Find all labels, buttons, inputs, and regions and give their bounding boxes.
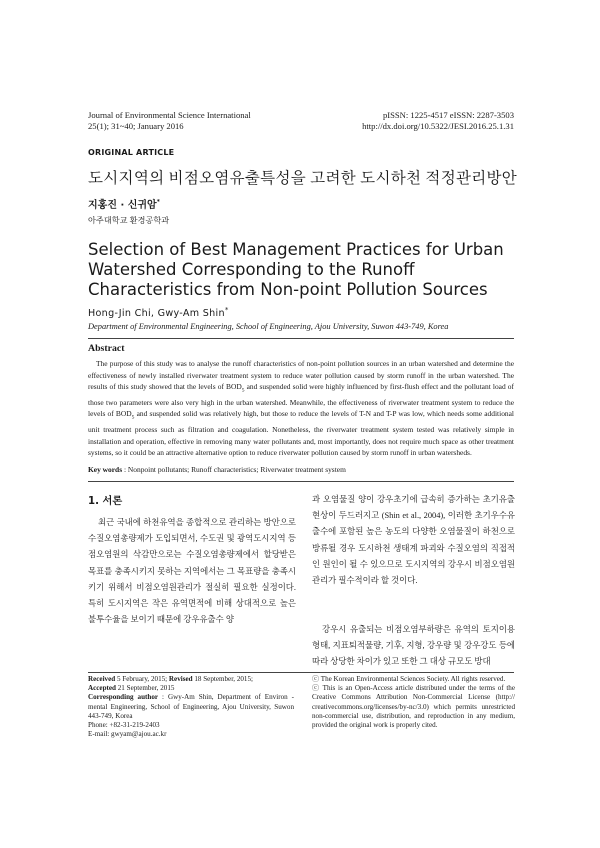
divider-footer	[88, 672, 514, 673]
body-column-left: 최근 국내에 하천유역을 종합적으로 관리하는 방안으로 수질오염총량제가 도입되면서, 수도권 및 광역도시지역 등 점오염원의 삭감만으로는 수질오염총량제에서 할당받은 목표를 충족시키지 못하는 지역에서는 그 목표량을 충족시키기 위해서 비점오염원관리가 절실히 필요한 실정이다. 특히 도시지역은 작은 유역면적에 비해 상대적으로 높은 불투수율을 보이기 때문에 강우유출수 양	[88, 518, 296, 625]
corresponding-author: Corresponding author : Gwy-Am Shin, Department of Environ -mental Engineering, School of Engineering, Ajou University, Suwon 443-749, Korea	[88, 693, 294, 720]
subscript: 5	[131, 414, 135, 421]
footer-dates-correspondence	[88, 675, 294, 739]
received-line: Received 5 February, 2015; Revised 18 September, 2015;	[88, 675, 253, 683]
corresponding-mark: *	[156, 198, 160, 206]
english-author-names: Hong-Jin Chi, Gwy-Am Shin	[88, 308, 225, 320]
journal-header-right	[362, 110, 514, 132]
korean-title: 도시지역의 비점오염유출특성을 고려한 도시하천 적정관리방안	[88, 170, 518, 187]
english-affiliation: Department of Environmental Engineering, School of Engineering, Ajou University, Suwon 443-749, Korea	[88, 322, 449, 331]
english-title: Selection of Best Management Practices for Urban Watershed Corresponding to the Runoff Characteristics from Non-point Pollution Sources	[88, 240, 504, 299]
article-type: ORIGINAL ARTICLE	[88, 148, 175, 157]
korean-affiliation: 아주대학교 환경공학과	[88, 216, 170, 225]
keywords-label: Key words	[88, 465, 123, 474]
body-column-right-para1: 과 오염물질 양이 강우초기에 급속히 증가하는 초기유출현상이 두드러지고 (Shin et al., 2004), 이러한 초기우수유출수에 포함된 높은 농도의 다양한 오염물질이 하천으로 방류될 경우 도시하천 생태계 파괴와 수질오염의 직접적인 원인이 될 수 있으므로 도시지역의 강우시 비점오염원관리가 필수적이라 할 것이다.	[312, 495, 515, 586]
journal-name: Journal of Environmental Science International	[88, 110, 251, 120]
accepted-line: Accepted 21 September, 2015	[88, 684, 175, 693]
footer-copyright	[312, 675, 515, 730]
issn: pISSN: 1225-4517 eISSN: 2287-3503	[382, 110, 514, 120]
korean-author-names: 지홍진 · 신귀암	[88, 200, 157, 211]
abstract-heading: Abstract	[88, 343, 125, 354]
doi-link[interactable]: http://dx.doi.org/10.5322/JESI.2016.25.1.31	[362, 121, 514, 131]
email[interactable]: E-mail: gwyam@ajou.ac.kr	[88, 730, 167, 739]
license-text: ⓒ This is an Open-Access article distributed under the terms of the Creative Commons Attribution Non-Commercial License (http:// creativecommons.org/licenses/by-nc/3.0) which permits unrestricted non-commercial use, distribution, and reproduction in any medium, provided the original work is properly cited.	[312, 684, 515, 730]
journal-header-left	[88, 110, 251, 132]
keywords	[88, 465, 514, 474]
corresponding-mark-en: *	[224, 306, 229, 314]
korean-authors	[88, 196, 160, 211]
subscript: 5	[241, 387, 245, 394]
abstract-text: The purpose of this study was to analyse the runoff characteristics of non-point pollution sources in an urban watershed and determine the effectiveness of newly installed riverwater treatment system to reduce water pollution caused by storm runoff in the urban watershed. The results of this study showed that the levels of $BOD_5$ and suspended solid were highly influenced by first-flush effect and the pollutant load of those two parameters were also very high in the urban watershed. Meanwhile, the effectiveness of riverwater treatment system to reduce the levels of $BOD_5$ and suspended solid was relatively high, but those to reduce the levels of T-N and T-P was low, which needs some additional unit treatment process such as filtration and coagulation. Nonetheless, the riverwater treatment system tested was relatively simple in installation and operation, effective in removing many water pollutants and, most importantly, does not require much space as other treatment systems, so it could be an attractive alternative option to reduce riverwater pollution caused by storm runoff in urban watersheds.	[88, 359, 515, 458]
english-authors	[88, 306, 229, 319]
journal-volume: 25(1); 31~40; January 2016	[88, 121, 184, 131]
copyright-line: ⓒ The Korean Environmental Sciences Society. All rights reserved.	[312, 675, 506, 683]
keywords-text: : Nonpoint pollutants; Runoff characteristics; Riverwater treatment system	[122, 465, 346, 474]
divider-top	[88, 338, 514, 339]
phone: Phone: +82-31-219-2403	[88, 721, 160, 730]
body-column-right-para2: 강우시 유출되는 비점오염부하량은 유역의 토지이용형태, 지표퇴적물량, 기후, 지형, 강우량 및 강우강도 등에 따라 상당한 차이가 있고 또한 그 대상 규모도 방대	[312, 625, 515, 667]
section-heading: 1. 서론	[88, 496, 123, 507]
divider-keywords	[88, 481, 514, 482]
